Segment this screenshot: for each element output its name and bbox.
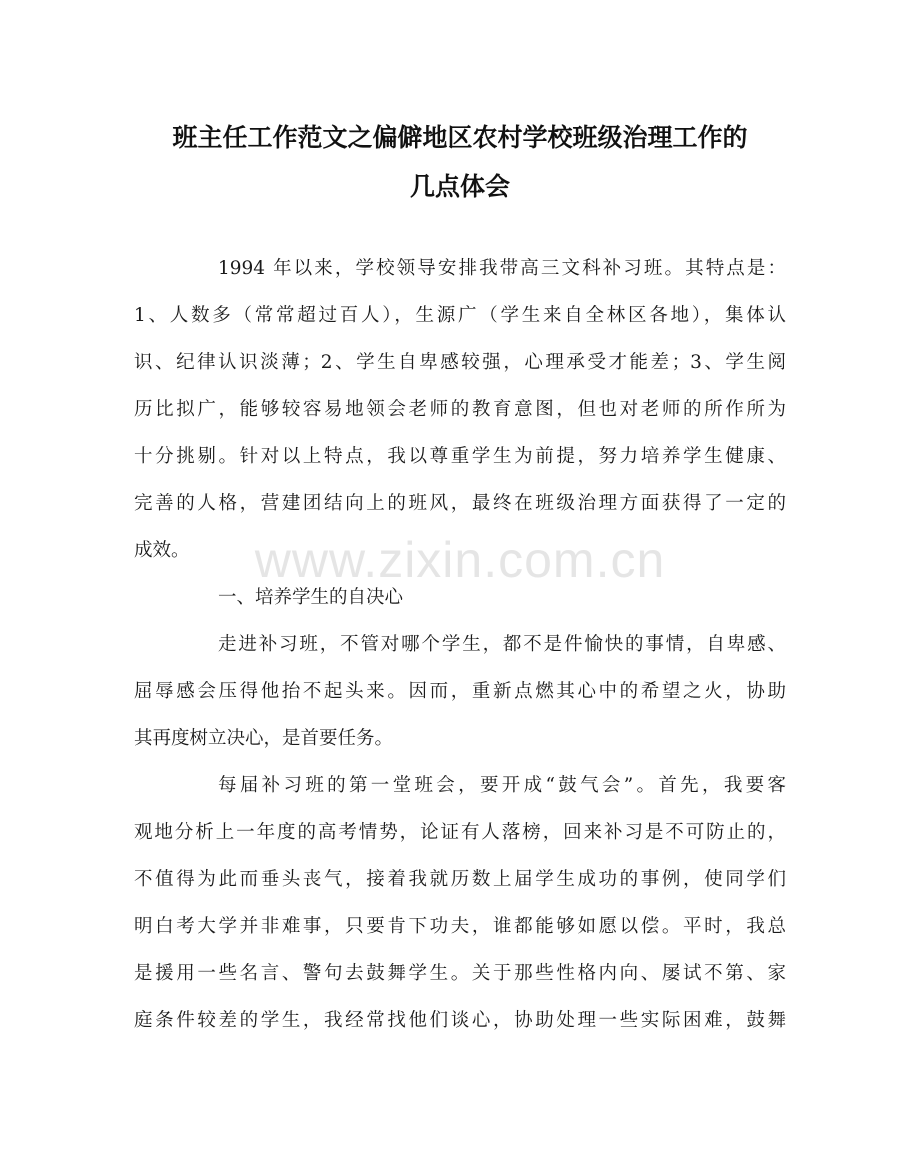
paragraph-line: 历比拟广，能够较容易地领会老师的教育意图，但也对老师的所作所为 [134, 399, 786, 420]
paragraph-line: 屈辱感会压得他抬不起头来。因而，重新点燃其心中的希望之火，协助 [134, 681, 786, 702]
paragraph-line: 1、人数多（常常超过百人），生源广（学生来自全林区各地），集体认 [134, 305, 786, 326]
paragraph-line: 1994 年以来，学校领导安排我带高三文科补习班。其特点是： [218, 258, 786, 279]
paragraph-line: 完善的人格，营建团结向上的班风，最终在班级治理方面获得了一定的 [134, 493, 786, 514]
paragraph-line: 其再度树立决心，是首要任务。 [134, 728, 394, 749]
paragraph-line: 走进补习班，不管对哪个学生，都不是件愉快的事情，自卑感、 [218, 634, 786, 655]
paragraph-line: 是援用一些名言、警句去鼓舞学生。关于那些性格内向、屡试不第、家 [134, 963, 786, 984]
paragraph-line: 庭条件较差的学生，我经常找他们谈心，协助处理一些实际困难，鼓舞 [134, 1010, 786, 1031]
paragraph-line: 十分挑剔。针对以上特点，我以尊重学生为前提，努力培养学生健康、 [134, 446, 786, 467]
paragraph-line: 识、纪律认识淡薄；2、学生自卑感较强，心理承受才能差；3、学生阅 [134, 352, 786, 373]
paragraph-line: 观地分析上一年度的高考情势，论证有人落榜，回来补习是不可防止的， [134, 822, 786, 843]
section-heading: 一、培养学生的自决心 [218, 587, 404, 608]
watermark: www.zixin.com.cn [254, 532, 666, 588]
paragraph-line: 成效。 [134, 540, 190, 561]
document-title-line-1: 班主任工作范文之偏僻地区农村学校班级治理工作的 [172, 123, 748, 152]
paragraph-line: 不值得为此而垂头丧气，接着我就历数上届学生成功的事例，使同学们 [134, 869, 786, 890]
document-title-line-2: 几点体会 [409, 172, 510, 201]
paragraph-line: 每届补习班的第一堂班会，要开成“鼓气会”。首先，我要客 [218, 775, 786, 796]
paragraph-line: 明白考大学并非难事，只要肯下功夫，谁都能够如愿以偿。平时，我总 [134, 916, 786, 937]
